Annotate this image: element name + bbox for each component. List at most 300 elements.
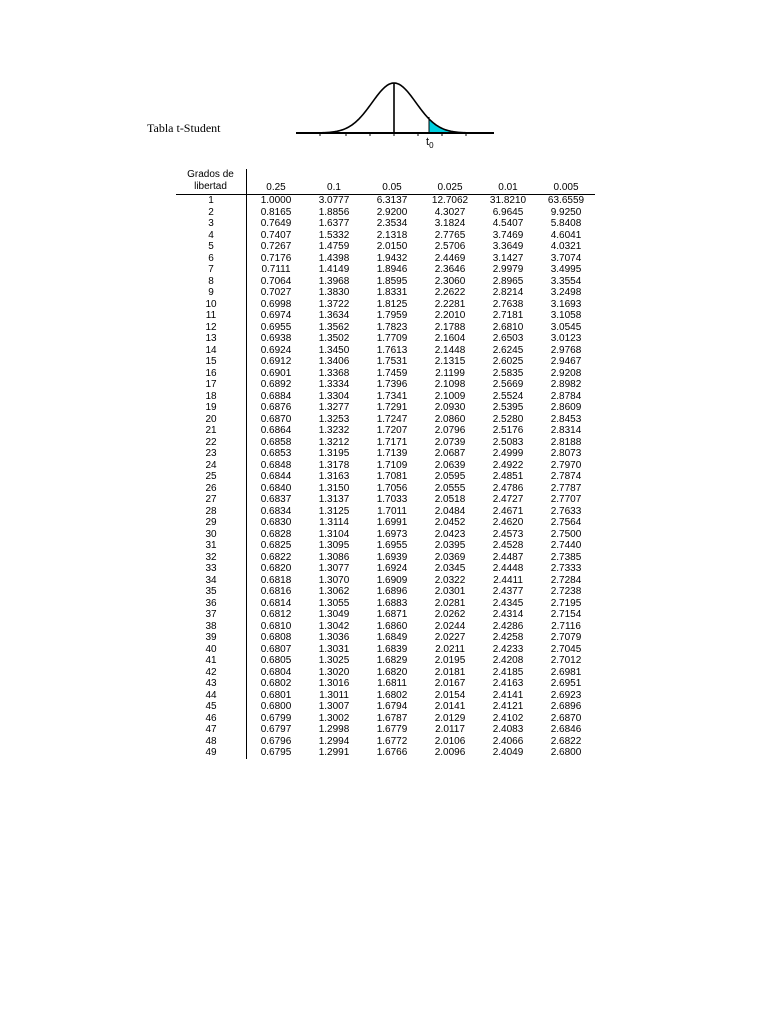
df-cell: 11 (176, 310, 247, 322)
df-cell: 40 (176, 644, 247, 656)
value-cell: 1.3095 (318, 540, 350, 551)
value-cell: 2.0227 (434, 632, 466, 643)
value-cell: 4.6041 (550, 229, 582, 241)
t-distribution-curve (290, 76, 496, 140)
table-row (176, 621, 595, 633)
value-cell: 2.8188 (550, 436, 582, 448)
table-row (176, 230, 595, 242)
value-cell: 1.3042 (318, 620, 350, 632)
value-cell: 0.6820 (260, 563, 292, 574)
value-cell: 3.1824 (434, 218, 466, 229)
value-cell: 0.6801 (260, 689, 292, 701)
value-cell: 6.9645 (492, 206, 524, 218)
value-cell: 0.6805 (260, 655, 292, 666)
value-cell: 2.9768 (550, 344, 582, 356)
value-cell: 1.6909 (376, 574, 408, 586)
value-cell: 2.9200 (376, 206, 408, 218)
value-cell: 0.6810 (260, 620, 292, 632)
value-cell: 1.8125 (376, 298, 408, 310)
table-row (176, 667, 595, 679)
value-cell: 2.4487 (492, 551, 524, 563)
value-cell: 3.7469 (492, 229, 524, 241)
table-row (176, 563, 595, 575)
value-cell: 1.3634 (318, 310, 350, 321)
value-cell: 2.0141 (434, 701, 466, 712)
table-row (176, 540, 595, 552)
value-cell: 1.7341 (376, 390, 408, 402)
value-cell: 0.6892 (260, 379, 292, 390)
table-row (176, 402, 595, 414)
table-row (176, 713, 595, 725)
alpha-header: 0.1 (305, 181, 363, 195)
table-row (176, 678, 595, 690)
value-cell: 2.6923 (550, 689, 582, 701)
table-row (176, 598, 595, 610)
df-cell: 18 (176, 391, 247, 403)
value-cell: 2.4258 (492, 632, 524, 643)
value-cell: 1.3070 (318, 574, 350, 586)
value-cell: 1.7056 (376, 482, 408, 494)
table-row (176, 460, 595, 472)
value-cell: 2.8609 (550, 402, 582, 413)
value-cell: 2.7181 (492, 310, 524, 321)
value-cell: 2.1318 (376, 229, 408, 241)
value-cell: 0.6796 (260, 735, 292, 747)
value-cell: 1.3830 (318, 287, 350, 298)
df-cell: 34 (176, 575, 247, 587)
value-cell: 2.0687 (434, 448, 466, 459)
value-cell: 0.6830 (260, 517, 292, 528)
value-cell: 1.0000 (260, 195, 292, 206)
value-cell: 2.9979 (492, 264, 524, 275)
value-cell: 4.5407 (492, 218, 524, 229)
value-cell: 3.7074 (550, 252, 582, 264)
value-cell: 0.6901 (260, 367, 292, 379)
value-cell: 2.0595 (434, 471, 466, 482)
value-cell: 1.6883 (376, 597, 408, 609)
value-cell: 2.6800 (550, 747, 582, 758)
value-cell: 0.6804 (260, 666, 292, 678)
value-cell: 0.6998 (260, 298, 292, 310)
value-cell: 1.3007 (318, 701, 350, 712)
value-cell: 1.3368 (318, 367, 350, 379)
value-cell: 1.4398 (318, 252, 350, 264)
value-cell: 2.7385 (550, 551, 582, 563)
value-cell: 2.6981 (550, 666, 582, 678)
value-cell: 1.7291 (376, 402, 408, 413)
value-cell: 3.1058 (550, 310, 582, 321)
value-cell: 1.3002 (318, 712, 350, 724)
value-cell: 2.0262 (434, 609, 466, 620)
df-cell: 29 (176, 517, 247, 529)
value-cell: 2.5669 (492, 379, 524, 390)
value-cell: 1.8856 (318, 206, 350, 218)
value-cell: 0.6840 (260, 482, 292, 494)
table-body (176, 195, 595, 759)
df-cell: 6 (176, 253, 247, 265)
value-cell: 1.3178 (318, 459, 350, 471)
t-student-table (176, 169, 595, 759)
table-row (176, 195, 595, 207)
value-cell: 5.8408 (550, 218, 582, 229)
value-cell: 2.0639 (434, 459, 466, 471)
df-cell: 21 (176, 425, 247, 437)
value-cell: 2.0301 (434, 586, 466, 597)
value-cell: 3.4995 (550, 264, 582, 275)
value-cell: 1.6924 (376, 563, 408, 574)
value-cell: 2.3060 (434, 275, 466, 287)
value-cell: 9.9250 (550, 206, 582, 218)
table-row (176, 287, 595, 299)
value-cell: 1.7171 (376, 436, 408, 448)
value-cell: 1.3253 (318, 413, 350, 425)
df-cell: 20 (176, 414, 247, 426)
value-cell: 1.6820 (376, 666, 408, 678)
table-row (176, 414, 595, 426)
df-cell: 17 (176, 379, 247, 391)
value-cell: 1.3334 (318, 379, 350, 390)
value-cell: 2.4922 (492, 459, 524, 471)
value-cell: 2.4411 (493, 574, 523, 586)
table-row (176, 529, 595, 541)
value-cell: 2.5395 (492, 402, 524, 413)
value-cell: 0.6825 (260, 540, 292, 551)
value-cell: 2.5706 (434, 241, 466, 252)
value-cell: 2.6245 (492, 344, 524, 356)
value-cell: 1.3055 (318, 597, 350, 609)
value-cell: 2.0423 (434, 528, 466, 540)
value-cell: 1.6794 (376, 701, 408, 712)
value-cell: 12.7062 (431, 195, 469, 206)
value-cell: 1.6973 (376, 528, 408, 540)
df-cell: 4 (176, 230, 247, 242)
value-cell: 0.6853 (260, 448, 292, 459)
value-cell: 2.7116 (551, 620, 581, 632)
table-row (176, 506, 595, 518)
df-cell: 49 (176, 747, 247, 759)
value-cell: 2.4314 (492, 609, 524, 620)
value-cell: 1.3104 (318, 528, 350, 540)
value-cell: 2.5835 (492, 367, 524, 379)
df-cell: 12 (176, 322, 247, 334)
value-cell: 3.1427 (492, 252, 524, 264)
df-cell: 38 (176, 621, 247, 633)
value-cell: 1.7011 (377, 505, 407, 517)
value-cell: 0.7267 (260, 241, 292, 252)
df-cell: 47 (176, 724, 247, 736)
value-cell: 1.6991 (376, 517, 408, 528)
value-cell: 6.3137 (376, 195, 408, 206)
value-cell: 2.8314 (550, 425, 582, 436)
value-cell: 0.6837 (260, 494, 292, 505)
value-cell: 0.6864 (260, 425, 292, 436)
alpha-header: 0.01 (479, 181, 537, 195)
value-cell: 2.7333 (550, 563, 582, 574)
value-cell: 63.6559 (547, 195, 585, 206)
value-cell: 2.4208 (492, 655, 524, 666)
value-cell: 1.3195 (318, 448, 350, 459)
value-cell: 2.4671 (492, 505, 524, 517)
value-cell: 2.3646 (434, 264, 466, 275)
value-cell: 1.3031 (318, 643, 350, 655)
df-header-line1: Grados de (176, 169, 247, 181)
value-cell: 1.6779 (376, 724, 408, 735)
df-cell: 10 (176, 299, 247, 311)
value-cell: 2.4121 (492, 701, 524, 712)
value-cell: 2.3534 (376, 218, 408, 229)
value-cell: 2.4727 (492, 494, 524, 505)
value-cell: 1.3163 (318, 471, 350, 482)
value-cell: 2.1199 (435, 367, 465, 379)
table-row (176, 345, 595, 357)
value-cell: 2.5524 (492, 390, 524, 402)
value-cell: 1.6896 (376, 586, 408, 597)
value-cell: 2.2010 (434, 310, 466, 321)
table-row (176, 379, 595, 391)
value-cell: 0.6800 (260, 701, 292, 712)
value-cell: 0.6814 (260, 597, 292, 609)
table-row (176, 655, 595, 667)
value-cell: 1.3077 (318, 563, 350, 574)
value-cell: 2.0281 (434, 597, 466, 609)
table-row (176, 437, 595, 449)
value-cell: 1.3232 (318, 425, 350, 436)
table-row (176, 218, 595, 230)
value-cell: 0.6799 (260, 712, 292, 724)
value-cell: 0.7176 (260, 252, 292, 264)
df-cell: 44 (176, 690, 247, 702)
df-cell: 30 (176, 529, 247, 541)
value-cell: 2.4377 (492, 586, 524, 597)
df-cell: 31 (176, 540, 247, 552)
value-cell: 2.7440 (550, 540, 582, 551)
value-cell: 2.8965 (492, 275, 524, 287)
table-row (176, 448, 595, 460)
value-cell: 1.3968 (318, 275, 350, 287)
value-cell: 1.6829 (376, 655, 408, 666)
value-cell: 2.7154 (550, 609, 582, 620)
value-cell: 2.7638 (492, 298, 524, 310)
df-cell: 25 (176, 471, 247, 483)
table-row (176, 494, 595, 506)
value-cell: 1.7207 (376, 425, 408, 436)
value-cell: 2.0154 (434, 689, 466, 701)
value-cell: 2.1604 (434, 333, 466, 344)
df-cell: 33 (176, 563, 247, 575)
value-cell: 2.6025 (492, 356, 524, 367)
value-cell: 1.3450 (318, 344, 350, 356)
value-cell: 2.9467 (550, 356, 582, 367)
value-cell: 2.0117 (435, 724, 465, 735)
df-cell: 41 (176, 655, 247, 667)
value-cell: 2.0211 (435, 643, 465, 655)
value-cell: 1.3150 (318, 482, 350, 494)
value-cell: 2.0167 (434, 678, 466, 689)
value-cell: 0.6797 (260, 724, 292, 735)
value-cell: 1.7613 (376, 344, 408, 356)
value-cell: 2.7195 (550, 597, 582, 609)
value-cell: 1.2991 (318, 747, 350, 758)
value-cell: 1.3011 (319, 689, 349, 701)
value-cell: 2.1009 (434, 390, 466, 402)
value-cell: 1.3025 (318, 655, 350, 666)
df-cell: 8 (176, 276, 247, 288)
value-cell: 0.6812 (260, 609, 292, 620)
value-cell: 2.4786 (492, 482, 524, 494)
value-cell: 2.6503 (492, 333, 524, 344)
df-cell: 39 (176, 632, 247, 644)
value-cell: 2.6822 (550, 735, 582, 747)
value-cell: 2.0518 (434, 494, 466, 505)
value-cell: 1.3036 (318, 632, 350, 643)
value-cell: 2.4083 (492, 724, 524, 735)
value-cell: 1.3020 (318, 666, 350, 678)
value-cell: 1.6377 (318, 218, 350, 229)
alpha-header: 0.05 (363, 181, 421, 195)
df-cell: 35 (176, 586, 247, 598)
value-cell: 0.6807 (260, 643, 292, 655)
value-cell: 4.3027 (434, 206, 466, 218)
value-cell: 0.6822 (260, 551, 292, 563)
value-cell: 2.4049 (492, 747, 524, 758)
value-cell: 0.8165 (260, 206, 292, 218)
df-cell: 28 (176, 506, 247, 518)
value-cell: 3.1693 (550, 298, 582, 310)
value-cell: 2.1315 (434, 356, 466, 367)
value-cell: 0.6884 (260, 390, 292, 402)
table-row (176, 471, 595, 483)
alpha-header: 0.025 (421, 181, 479, 195)
value-cell: 2.8982 (550, 379, 582, 390)
df-cell: 19 (176, 402, 247, 414)
value-cell: 2.7765 (434, 229, 466, 241)
value-cell: 2.8073 (550, 448, 582, 459)
value-cell: 2.6870 (550, 712, 582, 724)
value-cell: 1.9432 (376, 252, 408, 264)
value-cell: 2.0796 (434, 425, 466, 436)
df-cell: 37 (176, 609, 247, 621)
value-cell: 2.0195 (434, 655, 466, 666)
value-cell: 1.3062 (318, 586, 350, 597)
value-cell: 2.6896 (550, 701, 582, 712)
df-header-line2: libertad (176, 181, 247, 195)
value-cell: 2.4286 (492, 620, 524, 632)
value-cell: 2.4620 (492, 517, 524, 528)
table-row (176, 425, 595, 437)
value-cell: 2.2622 (434, 287, 466, 298)
table-row (176, 391, 595, 403)
df-cell: 15 (176, 356, 247, 368)
value-cell: 2.5176 (492, 425, 524, 436)
value-cell: 1.7396 (376, 379, 408, 390)
value-cell: 2.1448 (434, 344, 466, 356)
value-cell: 2.4528 (492, 540, 524, 551)
value-cell: 1.3722 (318, 298, 350, 310)
value-cell: 1.7531 (376, 356, 408, 367)
value-cell: 1.7139 (376, 448, 408, 459)
value-cell: 0.6844 (260, 471, 292, 482)
value-cell: 0.6808 (260, 632, 292, 643)
value-cell: 2.9208 (550, 367, 582, 379)
value-cell: 2.0345 (434, 563, 466, 574)
value-cell: 3.0777 (318, 195, 350, 206)
table-row (176, 609, 595, 621)
table-row (176, 483, 595, 495)
value-cell: 1.6849 (376, 632, 408, 643)
df-cell: 13 (176, 333, 247, 345)
value-cell: 3.2498 (550, 287, 582, 298)
value-cell: 2.7284 (550, 574, 582, 586)
value-cell: 31.8210 (489, 195, 527, 206)
value-cell: 1.3562 (318, 321, 350, 333)
value-cell: 2.8784 (550, 390, 582, 402)
value-cell: 2.7970 (550, 459, 582, 471)
value-cell: 1.3125 (318, 505, 350, 517)
table-row (176, 333, 595, 345)
table-row (176, 517, 595, 529)
table-row (176, 253, 595, 265)
value-cell: 2.7238 (550, 586, 582, 597)
df-cell: 36 (176, 598, 247, 610)
value-cell: 1.6860 (376, 620, 408, 632)
value-cell: 1.3114 (319, 517, 349, 528)
df-cell: 16 (176, 368, 247, 380)
value-cell: 2.4345 (492, 597, 524, 609)
value-cell: 1.2994 (318, 735, 350, 747)
value-cell: 2.0106 (434, 735, 466, 747)
value-cell: 2.4233 (492, 643, 524, 655)
value-cell: 2.7012 (550, 655, 582, 666)
value-cell: 3.0545 (550, 321, 582, 333)
value-cell: 0.6912 (260, 356, 292, 367)
value-cell: 2.8214 (492, 287, 524, 298)
value-cell: 0.7027 (260, 287, 292, 298)
value-cell: 0.7407 (260, 229, 292, 241)
value-cell: 2.1098 (434, 379, 466, 390)
value-cell: 1.6955 (376, 540, 408, 551)
value-cell: 2.8453 (550, 413, 582, 425)
value-cell: 1.2998 (318, 724, 350, 735)
value-cell: 1.8595 (376, 275, 408, 287)
value-cell: 1.5332 (318, 229, 350, 241)
value-cell: 2.0244 (434, 620, 466, 632)
value-cell: 2.7787 (550, 482, 582, 494)
value-cell: 2.7564 (550, 517, 582, 528)
value-cell: 2.0930 (434, 402, 466, 413)
value-cell: 0.6848 (260, 459, 292, 471)
alpha-header: 0.25 (247, 181, 306, 195)
value-cell: 0.7064 (260, 275, 292, 287)
df-cell: 3 (176, 218, 247, 230)
alpha-header: 0.005 (537, 181, 595, 195)
value-cell: 3.0123 (550, 333, 582, 344)
table-row (176, 575, 595, 587)
value-cell: 1.7109 (376, 459, 408, 471)
df-cell: 48 (176, 736, 247, 748)
table-row (176, 207, 595, 219)
table-row (176, 310, 595, 322)
value-cell: 1.7459 (376, 367, 408, 379)
value-cell: 0.6974 (260, 310, 292, 321)
value-cell: 3.3649 (492, 241, 524, 252)
value-cell: 2.7500 (550, 528, 582, 540)
value-cell: 2.5280 (492, 413, 524, 425)
value-cell: 0.7649 (260, 218, 292, 229)
value-cell: 0.6795 (260, 747, 292, 758)
value-cell: 2.7045 (550, 643, 582, 655)
df-cell: 43 (176, 678, 247, 690)
value-cell: 1.6939 (376, 551, 408, 563)
